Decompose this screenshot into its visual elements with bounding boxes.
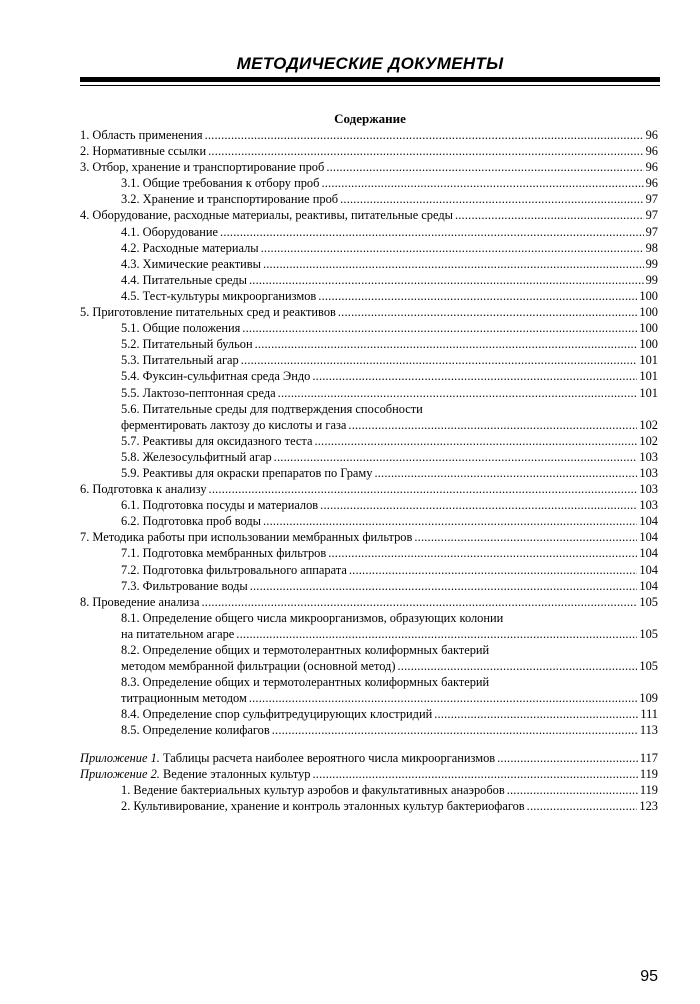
toc-entry-page: 103: [639, 498, 658, 513]
toc-entry-page: 97: [645, 208, 658, 223]
toc-entry-label: 4.2. Расходные материалы: [121, 240, 259, 255]
toc-entry-page: 113: [639, 723, 658, 738]
toc-subentry-first-line[interactable]: 5.6. Питательные среды для подтверждения способности: [121, 401, 423, 416]
toc-entry-label: [80, 750, 495, 766]
toc-entry[interactable]: [80, 143, 658, 159]
toc-entry-label: 3.2. Хранение и транспортирование проб: [121, 192, 339, 207]
toc-entry-label: 4. Оборудование, расходные материалы, реактивы, питательные среды: [80, 208, 453, 223]
toc-entry-page: 102: [639, 417, 658, 432]
toc-entry-label: 4.5. Тест-культуры микроорганизмов: [121, 288, 317, 303]
section-gap: [80, 739, 658, 750]
toc-entry-label: методом мембранной фильтрации (основной метод): [121, 659, 396, 674]
dot-leader: [414, 529, 637, 545]
toc-entry-page: 109: [639, 691, 658, 706]
toc-subentry[interactable]: [80, 497, 658, 513]
toc-entry-page: 96: [645, 144, 658, 159]
toc-entry-page: 101: [639, 369, 658, 384]
toc-subentry[interactable]: [80, 191, 658, 207]
toc-entry-label: 5.3. Питательный агар: [121, 353, 239, 368]
dot-leader: [321, 175, 643, 191]
toc-entry-label: 3.1. Общие требования к отбору проб: [121, 176, 320, 191]
toc-subentry[interactable]: [80, 782, 658, 798]
dot-leader: [249, 690, 638, 706]
toc-appendix-entry[interactable]: [80, 750, 658, 766]
toc-subentry[interactable]: [80, 545, 658, 561]
appendix-title: Таблицы расчета наиболее вероятного числа микроорганизмов: [159, 750, 496, 765]
toc-entry-page: 119: [639, 766, 658, 781]
toc-entry-page: 105: [639, 626, 658, 641]
dot-leader: [241, 352, 638, 368]
dot-leader: [507, 782, 638, 798]
toc-entry-page: 123: [639, 798, 658, 813]
dot-leader: [314, 433, 637, 449]
dot-leader: [434, 706, 638, 722]
toc-entry-page: 101: [639, 353, 658, 368]
toc-subentry[interactable]: [80, 175, 658, 191]
dot-leader: [349, 562, 638, 578]
toc-entry-page: 104: [639, 530, 658, 545]
toc-entry-label: 5.5. Лактозо-пептонная среда: [121, 385, 276, 400]
toc-entry-label: 8.5. Определение колифагов: [121, 723, 270, 738]
toc-entry-label: 4.1. Оборудование: [121, 224, 219, 239]
toc-entry-page: 103: [639, 449, 658, 464]
toc-entry-page: 104: [639, 562, 658, 577]
dot-leader: [208, 143, 644, 159]
dot-leader: [249, 272, 644, 288]
toc-subentry-first-line[interactable]: 8.3. Определение общих и термотолерантных колиформных бактерий: [121, 675, 490, 690]
toc-subentry[interactable]: [80, 433, 658, 449]
page-number: 95: [640, 968, 658, 985]
toc-subentry[interactable]: [80, 449, 658, 465]
toc-entry-page: 96: [645, 160, 658, 175]
appendix-title: Ведение эталонных культур: [159, 766, 311, 781]
toc-subentry[interactable]: [80, 706, 658, 722]
toc-subentry[interactable]: [80, 272, 658, 288]
toc-subentry[interactable]: [80, 288, 658, 304]
toc-entry-page: 97: [645, 192, 658, 207]
toc-subentry[interactable]: [80, 368, 658, 384]
dot-leader: [374, 465, 637, 481]
dot-leader: [328, 545, 637, 561]
dot-leader: [236, 626, 637, 642]
toc-subentry[interactable]: [80, 465, 658, 481]
toc-subentry[interactable]: [80, 562, 658, 578]
toc-entry-page: 99: [645, 256, 658, 271]
toc-subentry[interactable]: [80, 385, 658, 401]
toc-subentry[interactable]: [80, 658, 658, 674]
toc-subentry[interactable]: [80, 578, 658, 594]
toc-entry-label: 7.1. Подготовка мембранных фильтров: [121, 546, 327, 561]
dot-leader: [320, 497, 637, 513]
dot-leader: [263, 513, 637, 529]
toc-entry-page: 100: [639, 321, 658, 336]
toc-subentry-first-line[interactable]: 8.2. Определение общих и термотолерантных колиформных бактерий: [121, 643, 490, 657]
toc-entry-page: 104: [639, 578, 658, 593]
dot-leader: [313, 766, 638, 782]
toc-entry[interactable]: [80, 207, 658, 223]
toc-entry[interactable]: [80, 159, 658, 175]
dot-leader: [242, 320, 637, 336]
dot-leader: [263, 256, 644, 272]
dot-leader: [201, 594, 637, 610]
toc-entry-label: 5.9. Реактивы для окраски препаратов по Граму: [121, 465, 373, 480]
toc-entry-label: титрационным методом: [121, 691, 247, 706]
dot-leader: [348, 417, 637, 433]
toc-subentry[interactable]: [80, 256, 658, 272]
toc-entry-page: 100: [639, 305, 658, 320]
toc-entry-label: 6. Подготовка к анализу: [80, 482, 207, 497]
toc-entry-label: 6.1. Подготовка посуды и материалов: [121, 498, 319, 513]
toc-subentry[interactable]: [80, 240, 658, 256]
toc-entry-label: 5. Приготовление питательных сред и реактивов: [80, 305, 336, 320]
toc-entry[interactable]: [80, 481, 658, 497]
dot-leader: [497, 750, 638, 766]
toc-subentry[interactable]: [80, 320, 658, 336]
toc-entry-page: 96: [645, 176, 658, 191]
toc-subentry-first-line[interactable]: 8.1. Определение общего числа микроорганизмов, образующих колонии: [121, 610, 504, 625]
toc-entry[interactable]: [80, 304, 658, 320]
toc-subentry[interactable]: [80, 690, 658, 706]
toc-subentry[interactable]: [80, 224, 658, 240]
toc-entry-page: 102: [639, 433, 658, 448]
dot-leader: [274, 449, 638, 465]
toc-entry-label: 5.8. Железосульфитный агар: [121, 449, 272, 464]
toc-entry-page: 101: [639, 385, 658, 400]
toc-entry-label: 8.4. Определение спор сульфитредуцирующих клостридий: [121, 707, 433, 722]
toc-entry-page: 117: [639, 750, 658, 765]
toc-entry-page: 119: [639, 782, 658, 797]
dot-leader: [278, 385, 638, 401]
toc-subentry[interactable]: [80, 336, 658, 352]
toc-subentry[interactable]: [80, 417, 658, 433]
toc-entry-label: 1. Область применения: [80, 128, 203, 142]
dot-leader: [527, 798, 638, 814]
dot-leader: [220, 224, 644, 240]
toc-entry-label: 4.4. Питательные среды: [121, 272, 247, 287]
toc-entry-label: 2. Культивирование, хранение и контроль эталонных культур бактериофагов: [121, 798, 525, 813]
dot-leader: [312, 368, 637, 384]
toc-entry-label: 3. Отбор, хранение и транспортирование проб: [80, 160, 325, 175]
toc-entry-page: 100: [639, 337, 658, 352]
toc-subentry[interactable]: [80, 626, 658, 642]
toc-entry-page: 96: [645, 128, 658, 142]
toc-subentry[interactable]: [80, 513, 658, 529]
toc-entry-label: 8. Проведение анализа: [80, 594, 200, 609]
toc-entry-label: 5.7. Реактивы для оксидазного теста: [121, 433, 313, 448]
dot-leader: [455, 207, 644, 223]
toc-entry-label: 2. Нормативные ссылки: [80, 144, 207, 159]
toc-subentry[interactable]: [80, 352, 658, 368]
appendix-prefix: Приложение 1.: [80, 750, 160, 765]
toc-entry-page: 100: [639, 288, 658, 303]
dot-leader: [318, 288, 637, 304]
toc-entry-page: 111: [640, 707, 658, 722]
toc-entry[interactable]: [80, 594, 658, 610]
toc-entry-page: 103: [639, 465, 658, 480]
table-of-contents: [80, 127, 658, 814]
dot-leader: [326, 159, 643, 175]
header-rule-thick: [80, 77, 660, 82]
toc-entry-label: 1. Ведение бактериальных культур аэробов и факультативных анаэробов: [121, 782, 505, 797]
toc-entry-page: 98: [645, 240, 658, 255]
toc-entry-label: [80, 766, 311, 782]
toc-entry-label: 5.2. Питательный бульон: [121, 337, 253, 352]
page-header-title: МЕТОДИЧЕСКИЕ ДОКУМЕНТЫ: [236, 54, 504, 73]
toc-entry-label: 7.2. Подготовка фильтровального аппарата: [121, 562, 347, 577]
toc-subentry[interactable]: [80, 798, 658, 814]
appendix-prefix: Приложение 2.: [80, 766, 160, 781]
toc-entry-page: 103: [639, 482, 658, 497]
toc-subentry[interactable]: [80, 722, 658, 738]
dot-leader: [272, 722, 638, 738]
toc-entry-label: 5.4. Фуксин-сульфитная среда Эндо: [121, 369, 311, 384]
dot-leader: [261, 240, 644, 256]
toc-entry-page: 105: [639, 659, 658, 674]
toc-entry-page: 99: [645, 272, 658, 287]
toc-entry-label: ферментировать лактозу до кислоты и газа: [121, 417, 347, 432]
toc-entry-page: 104: [639, 514, 658, 529]
toc-entry-page: 97: [645, 224, 658, 239]
toc-entry-label: 5.1. Общие положения: [121, 321, 241, 336]
toc-entry-label: на питательном агаре: [121, 626, 235, 641]
dot-leader: [338, 304, 638, 320]
toc-entry[interactable]: [80, 127, 658, 143]
toc-appendix-entry[interactable]: [80, 766, 658, 782]
dot-leader: [250, 578, 638, 594]
header-rule-thin: [80, 85, 660, 86]
toc-entry-page: 105: [639, 594, 658, 609]
dot-leader: [205, 127, 644, 143]
toc-entry-label: 7. Методика работы при использовании мембранных фильтров: [80, 530, 413, 545]
toc-entry-label: 6.2. Подготовка проб воды: [121, 514, 261, 529]
toc-title: Содержание: [334, 111, 406, 126]
dot-leader: [398, 658, 638, 674]
toc-entry-label: 4.3. Химические реактивы: [121, 256, 261, 271]
toc-entry-label: 7.3. Фильтрование воды: [121, 578, 248, 593]
toc-entry[interactable]: [80, 529, 658, 545]
dot-leader: [209, 481, 638, 497]
dot-leader: [340, 191, 644, 207]
toc-entry-page: 104: [639, 546, 658, 561]
dot-leader: [255, 336, 638, 352]
